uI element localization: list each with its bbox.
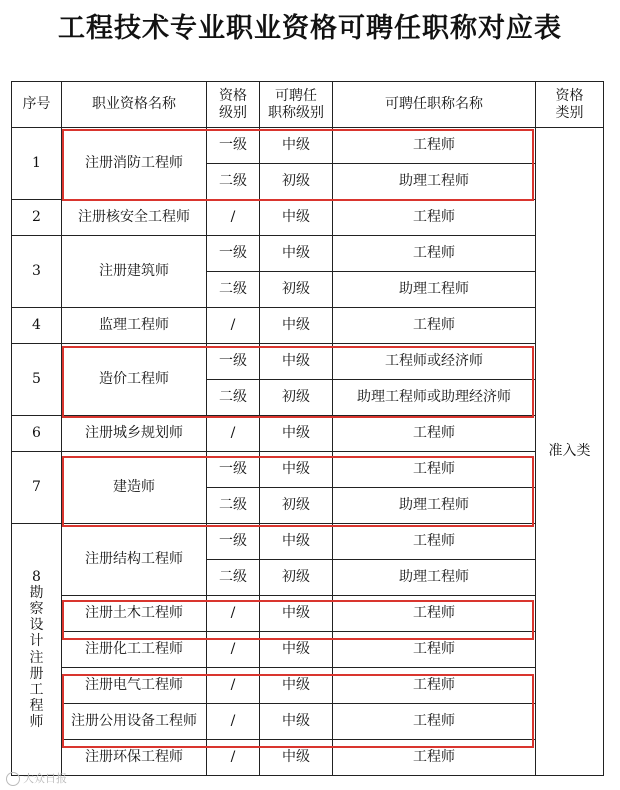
page-title: 工程技术专业职业资格可聘任职称对应表 [58, 13, 562, 44]
title-name-cell: 工程师 [333, 668, 536, 704]
seq-cell: 1 [12, 128, 62, 200]
qualification-level-cell: 二级 [207, 560, 260, 596]
qualification-level-cell: / [207, 632, 260, 668]
table-row [12, 632, 604, 668]
seq-cell: 4 [12, 308, 62, 344]
qualification-name-cell: 注册土木工程师 [62, 596, 207, 632]
qualification-name-cell: 注册公用设备工程师 [62, 704, 207, 740]
header-qualification-level: 资格 级别 [207, 82, 260, 128]
qualification-name-cell: 监理工程师 [62, 308, 207, 344]
title-level-cell: 中级 [260, 416, 333, 452]
title-level-cell: 中级 [260, 308, 333, 344]
qualification-level-cell: / [207, 200, 260, 236]
title-name-cell: 工程师 [333, 596, 536, 632]
title-name-cell: 工程师 [333, 128, 536, 164]
table-row [12, 128, 604, 164]
qualification-name-cell: 注册结构工程师 [62, 524, 207, 596]
qualification-table-wrapper [11, 81, 604, 776]
qualification-level-cell: / [207, 740, 260, 776]
qualification-name-cell: 建造师 [62, 452, 207, 524]
group-8-label-cell: 8 勘 察 设 计 注 册 工 程 师 [12, 524, 62, 776]
seq-cell: 2 [12, 200, 62, 236]
qualification-level-cell: 二级 [207, 164, 260, 200]
header-category: 资格 类别 [536, 82, 604, 128]
title-name-cell: 助理工程师 [333, 164, 536, 200]
qualification-table [11, 81, 604, 776]
table-row [12, 452, 604, 488]
title-name-cell: 工程师 [333, 704, 536, 740]
qualification-name-cell: 注册消防工程师 [62, 128, 207, 200]
qualification-name-cell: 注册电气工程师 [62, 668, 207, 704]
watermark [6, 770, 67, 786]
seq-cell: 3 [12, 236, 62, 308]
qualification-level-cell: 一级 [207, 236, 260, 272]
header-title-level: 可聘任 职称级别 [260, 82, 333, 128]
title-level-cell: 中级 [260, 632, 333, 668]
title-level-cell: 中级 [260, 668, 333, 704]
qualification-level-cell: / [207, 416, 260, 452]
qualification-level-cell: 二级 [207, 488, 260, 524]
watermark-logo-icon [6, 772, 20, 786]
table-row [12, 344, 604, 380]
qualification-level-cell: 一级 [207, 452, 260, 488]
qualification-name-cell: 注册核安全工程师 [62, 200, 207, 236]
title-level-cell: 中级 [260, 596, 333, 632]
seq-cell: 7 [12, 452, 62, 524]
title-level-cell: 中级 [260, 128, 333, 164]
title-name-cell: 助理工程师 [333, 272, 536, 308]
qualification-level-cell: / [207, 704, 260, 740]
title-name-cell: 助理工程师 [333, 560, 536, 596]
title-name-cell: 助理工程师 [333, 488, 536, 524]
qualification-level-cell: 一级 [207, 128, 260, 164]
qualification-level-cell: 二级 [207, 272, 260, 308]
table-row [12, 596, 604, 632]
category-cell: 准入类 [536, 128, 604, 776]
title-level-cell: 中级 [260, 524, 333, 560]
qualification-level-cell: / [207, 668, 260, 704]
title-level-cell: 初级 [260, 488, 333, 524]
qualification-level-cell: 二级 [207, 380, 260, 416]
qualification-level-cell: 一级 [207, 524, 260, 560]
table-header-row [12, 82, 604, 128]
title-level-cell: 初级 [260, 380, 333, 416]
title-name-cell: 工程师 [333, 308, 536, 344]
table-row [12, 200, 604, 236]
watermark-text: 大众日报 [23, 772, 67, 785]
title-level-cell: 中级 [260, 452, 333, 488]
table-row [12, 740, 604, 776]
qualification-name-cell: 注册环保工程师 [62, 740, 207, 776]
qualification-level-cell: / [207, 308, 260, 344]
title-name-cell: 工程师 [333, 416, 536, 452]
qualification-level-cell: 一级 [207, 344, 260, 380]
title-level-cell: 中级 [260, 344, 333, 380]
table-row [12, 308, 604, 344]
title-name-cell: 工程师 [333, 452, 536, 488]
table-row [12, 416, 604, 452]
seq-cell: 6 [12, 416, 62, 452]
title-level-cell: 中级 [260, 236, 333, 272]
title-level-cell: 初级 [260, 164, 333, 200]
title-name-cell: 工程师或经济师 [333, 344, 536, 380]
table-row [12, 236, 604, 272]
qualification-name-cell: 注册城乡规划师 [62, 416, 207, 452]
qualification-level-cell: / [207, 596, 260, 632]
header-seq: 序号 [12, 82, 62, 128]
title-name-cell: 工程师 [333, 740, 536, 776]
header-qualification-name: 职业资格名称 [62, 82, 207, 128]
title-level-cell: 初级 [260, 560, 333, 596]
table-row [12, 668, 604, 704]
title-name-cell: 工程师 [333, 524, 536, 560]
title-level-cell: 中级 [260, 704, 333, 740]
qualification-name-cell: 注册化工工程师 [62, 632, 207, 668]
header-title-name: 可聘任职称名称 [333, 82, 536, 128]
title-level-cell: 中级 [260, 200, 333, 236]
qualification-name-cell: 注册建筑师 [62, 236, 207, 308]
table-row [12, 524, 604, 560]
title-name-cell: 工程师 [333, 632, 536, 668]
title-name-cell: 助理工程师或助理经济师 [333, 380, 536, 416]
qualification-name-cell: 造价工程师 [62, 344, 207, 416]
title-level-cell: 初级 [260, 272, 333, 308]
title-level-cell: 中级 [260, 740, 333, 776]
seq-cell: 5 [12, 344, 62, 416]
title-name-cell: 工程师 [333, 236, 536, 272]
table-row [12, 704, 604, 740]
title-name-cell: 工程师 [333, 200, 536, 236]
